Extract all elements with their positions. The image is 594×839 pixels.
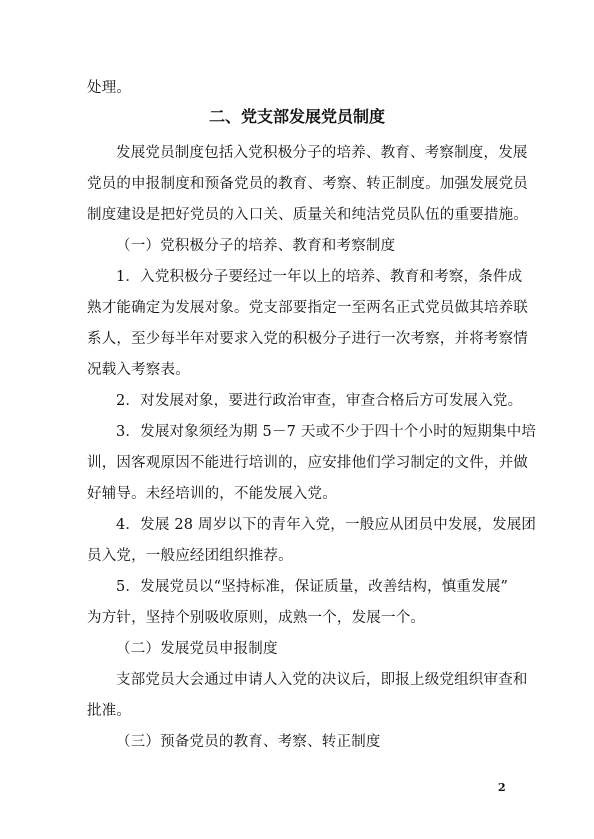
section-heading: 二、党支部发展党员制度	[208, 107, 385, 126]
item-2-line-1: 2．对发展对象，要进行政治审查，审查合格后方可发展入党。	[116, 393, 523, 409]
section-2-body-line-1: 支部党员大会通过申请人入党的决议后，即报上级党组织审查和	[116, 672, 528, 688]
previous-section-tail: 处理。	[87, 80, 132, 96]
item-3-line-2: 训，因客观原因不能进行培训的，应安排他们学习制定的文件，并做	[87, 455, 528, 471]
item-5-line-1: 5．发展党员以“坚持标准，保证质量，改善结构，慎重发展”	[116, 579, 509, 595]
page-number: 2	[498, 781, 506, 794]
subsection-title-1: （一）党积极分子的培养、教育和考察制度	[116, 238, 396, 254]
item-1-line-4: 况载入考察表。	[87, 362, 190, 378]
item-4-line-1: 4．发展 28 周岁以下的青年入党，一般应从团员中发展，发展团	[116, 517, 537, 533]
item-5-line-2: 为方针，坚持个别吸收原则，成熟一个，发展一个。	[87, 610, 426, 626]
item-3-line-1: 3．发展对象须经为期 5－7 天或不少于四十个小时的短期集中培	[116, 424, 537, 440]
intro-line-1: 发展党员制度包括入党积极分子的培养、教育、考察制度，发展	[116, 145, 528, 161]
subsection-title-2: （二）发展党员申报制度	[116, 641, 278, 657]
item-3-line-3: 好辅导。未经培训的，不能发展入党。	[87, 486, 337, 502]
item-1-line-2: 熟才能确定为发展对象。党支部要指定一至两名正式党员做其培养联	[87, 300, 528, 316]
section-2-body-line-2: 批准。	[87, 703, 132, 719]
item-1-line-3: 系人，至少每半年对要求入党的积极分子进行一次考察，并将考察情	[87, 331, 528, 347]
intro-line-3: 制度建设是把好党员的入口关、质量关和纯洁党员队伍的重要措施。	[87, 207, 528, 223]
intro-line-2: 党员的申报制度和预备党员的教育、考察、转正制度。加强发展党员	[87, 176, 528, 192]
item-1-line-1: 1．入党积极分子要经过一年以上的培养、教育和考察，条件成	[116, 269, 523, 285]
item-4-line-2: 员入党，一般应经团组织推荐。	[87, 548, 293, 564]
subsection-title-3: （三）预备党员的教育、考察、转正制度	[116, 734, 381, 750]
